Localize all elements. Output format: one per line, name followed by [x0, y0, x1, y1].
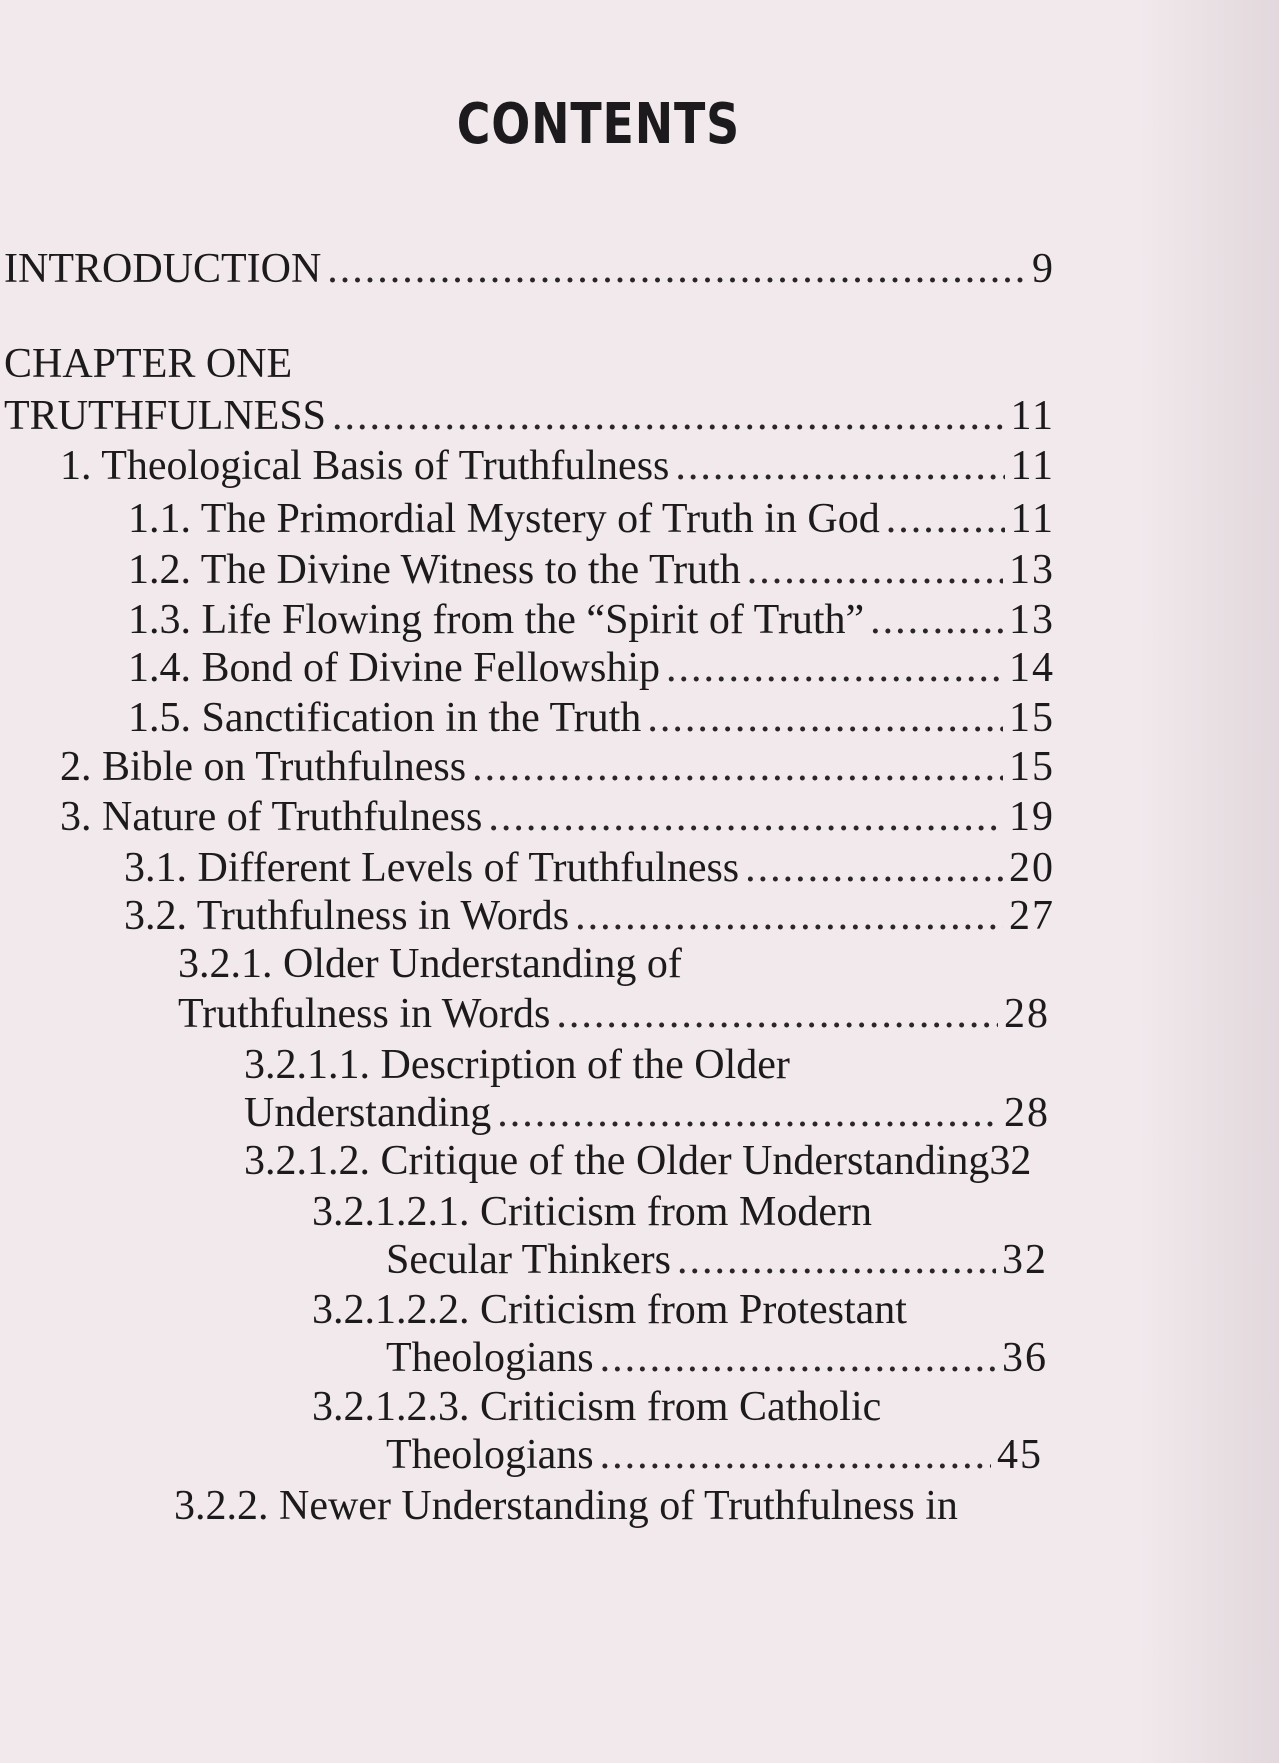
toc-3-2-1-2-3-b-page-number: 45 — [997, 1432, 1043, 1478]
toc-introduction — [4, 239, 1055, 299]
toc-3-2-1-1-b-page-number: 28 — [1004, 1090, 1050, 1136]
toc-3-2-1-2-3-b-label: Theologians — [386, 1432, 594, 1478]
toc-1-5-page-number: 15 — [1009, 695, 1055, 741]
toc-1-page-number: 11 — [1010, 443, 1055, 489]
toc-introduction-leader-dots — [327, 239, 1026, 299]
toc-1 — [60, 436, 1055, 496]
toc-3-2-2-a — [174, 1476, 958, 1536]
toc-chapter-one — [4, 334, 292, 394]
toc-1-1-page-number: 11 — [1010, 496, 1055, 542]
toc-2-label: 2. Bible on Truthfulness — [60, 744, 467, 790]
toc-introduction-label: INTRODUCTION — [4, 246, 322, 292]
toc-1-3-label: 1.3. Life Flowing from the “Spirit of Truth” — [128, 597, 865, 643]
toc-3-page-number: 19 — [1009, 794, 1055, 840]
toc-1-5-label: 1.5. Sanctification in the Truth — [128, 695, 642, 741]
toc-truthfulness-page-number: 11 — [1010, 393, 1055, 439]
toc-introduction-page-number: 9 — [1032, 246, 1055, 292]
toc-1-4-label: 1.4. Bond of Divine Fellowship — [128, 645, 660, 691]
toc-3-1-page-number: 20 — [1009, 845, 1055, 891]
toc-3-2-label: 3.2. Truthfulness in Words — [124, 893, 570, 939]
toc-1-4-page-number: 14 — [1009, 645, 1055, 691]
toc-chapter-one-label: CHAPTER ONE — [4, 341, 293, 387]
toc-1-label: 1. Theological Basis of Truthfulness — [60, 443, 670, 489]
toc-3-2-1-2-3-a-label: 3.2.1.2.3. Criticism from Catholic — [312, 1384, 882, 1430]
toc-3-2-1-2-1-b-page-number: 32 — [1002, 1237, 1048, 1283]
toc-3-2-1-b-page-number: 28 — [1004, 991, 1050, 1037]
toc-3-2-1-1-b-label: Understanding — [244, 1090, 492, 1136]
toc-1-1-label: 1.1. The Primordial Mystery of Truth in God — [128, 496, 880, 542]
toc-3-2-page-number: 27 — [1009, 893, 1055, 939]
toc-1-leader-dots — [675, 436, 1004, 496]
toc-3-2-1-2-2-b-label: Theologians — [386, 1335, 594, 1381]
toc-truthfulness-label: TRUTHFULNESS — [4, 393, 327, 439]
toc-1-2-page-number: 13 — [1009, 547, 1055, 593]
toc-3-2-1-b-label: Truthfulness in Words — [178, 991, 551, 1037]
toc-3-label: 3. Nature of Truthfulness — [60, 794, 483, 840]
page-edge-shadow — [1139, 0, 1279, 1763]
toc-3-2-1-2-1-b-label: Secular Thinkers — [386, 1237, 671, 1283]
toc-3-2-2-a-label: 3.2.2. Newer Understanding of Truthfulness in — [174, 1483, 958, 1529]
toc-1-2-label: 1.2. The Divine Witness to the Truth — [128, 547, 741, 593]
toc-3-2-1-2-2-a-label: 3.2.1.2.2. Criticism from Protestant — [312, 1287, 907, 1333]
toc-1-3-page-number: 13 — [1009, 597, 1055, 643]
toc-3-2-1-2-label: 3.2.1.2. Critique of the Older Understanding32 — [244, 1138, 1032, 1184]
toc-2-page-number: 15 — [1009, 744, 1055, 790]
toc-3-2-1-1-a-label: 3.2.1.1. Description of the Older — [244, 1042, 790, 1088]
toc-3-2-1-a-label: 3.2.1. Older Understanding of — [178, 941, 682, 987]
toc-3-2-1-2-1-a-label: 3.2.1.2.1. Criticism from Modern — [312, 1189, 872, 1235]
toc-3-1-label: 3.1. Different Levels of Truthfulness — [124, 845, 740, 891]
contents-title: CONTENTS — [456, 92, 741, 157]
toc-3-2-1-2-2-b-page-number: 36 — [1002, 1335, 1048, 1381]
